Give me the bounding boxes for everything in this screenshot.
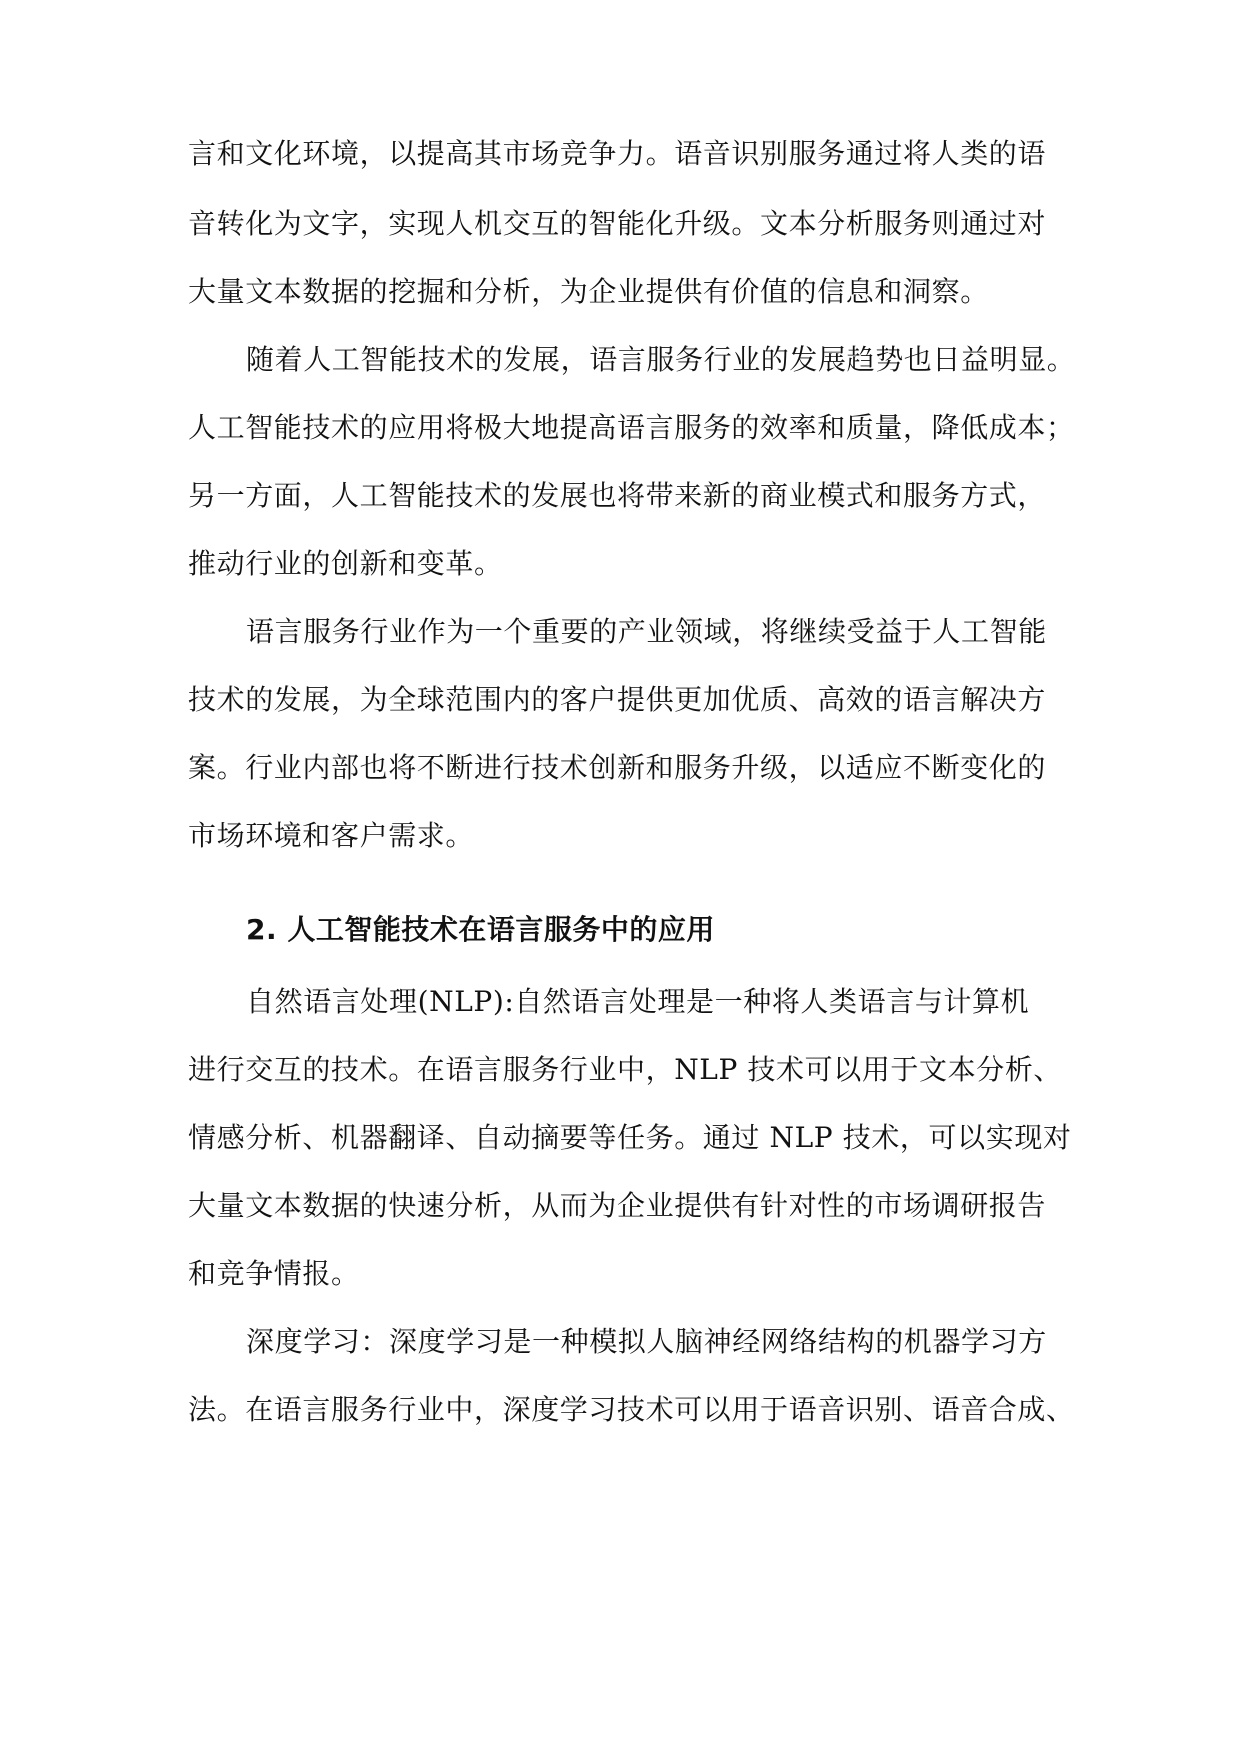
paragraph-line: 言和文化环境，以提高其市场竞争力。语音识别服务通过将人类的语 [188,137,1047,170]
paragraph-line: 语言服务行业作为一个重要的产业领域，将继续受益于人工智能 [246,615,1047,648]
paragraph-line: 大量文本数据的挖掘和分析，为企业提供有价值的信息和洞察。 [188,275,989,308]
paragraph-line: 推动行业的创新和变革。 [188,547,503,580]
paragraph-line: 随着人工智能技术的发展，语言服务行业的发展趋势也日益明显。 [246,343,1076,376]
paragraph-line: 市场环境和客户需求。 [188,819,475,852]
paragraph-line: 法。在语言服务行业中，深度学习技术可以用于语音识别、语音合成、 [188,1393,1075,1426]
paragraph-line: 技术的发展，为全球范围内的客户提供更加优质、高效的语言解决方 [188,683,1047,716]
paragraph-line: 自然语言处理(NLP):自然语言处理是一种将人类语言与计算机 [246,985,1030,1018]
paragraph-line: 和竞争情报。 [188,1257,360,1290]
paragraph-line: 大量文本数据的快速分析，从而为企业提供有针对性的市场调研报告 [188,1189,1047,1222]
section-heading: 2. 人工智能技术在语言服务中的应用 [246,913,715,946]
paragraph-line: 案。行业内部也将不断进行技术创新和服务升级，以适应不断变化的 [188,751,1047,784]
paragraph-line: 音转化为文字，实现人机交互的智能化升级。文本分析服务则通过对 [188,207,1047,240]
paragraph-line: 进行交互的技术。在语言服务行业中，NLP 技术可以用于文本分析、 [188,1053,1063,1086]
paragraph-line: 情感分析、机器翻译、自动摘要等任务。通过 NLP 技术，可以实现对 [188,1121,1072,1154]
paragraph-line: 另一方面，人工智能技术的发展也将带来新的商业模式和服务方式， [188,479,1047,512]
paragraph-line: 人工智能技术的应用将极大地提高语言服务的效率和质量，降低成本； [188,411,1075,444]
paragraph-line: 深度学习：深度学习是一种模拟人脑神经网络结构的机器学习方 [246,1325,1047,1358]
